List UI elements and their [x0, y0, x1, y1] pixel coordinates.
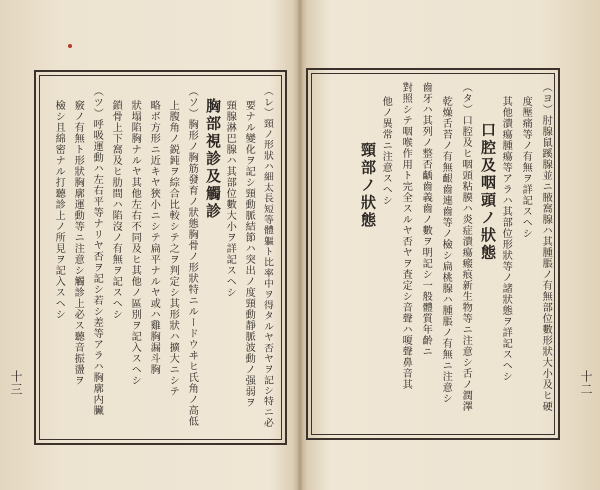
right-page-number: 十二 — [579, 370, 593, 396]
text-column: 竅ノ有無ト形狀胸廓運動等ニ注意シ觸診上必ス聽音振盪ヲ — [72, 100, 84, 386]
text-column: 對照シテ咽喉作用ト完全スルヤ否ヤヲ査定シ音聲ハ嗄聲鼻音其 — [400, 82, 412, 390]
text-column: 齒牙ハ其列ノ整否齲齒義齒ノ數ヲ明記シ一般體質年齡ニ — [420, 82, 432, 357]
text-column: 檢シ且綿密ナル打聽診上ノ所見ヲ記入スヘシ — [53, 100, 65, 320]
book-spine — [293, 0, 307, 490]
red-mark — [68, 44, 72, 48]
text-column: 要ナル變化ヲ記シ頸動脈結節ハ突出ノ度頸動靜脈波動ノ强弱ヲ — [243, 100, 255, 408]
section-heading: 口腔及咽頭ノ狀態 — [479, 122, 497, 262]
text-column: （レ）頸ノ形狀ハ細太長短等體軀ト比率中ヲ得タルヤ否ヤヲ記シ特ニ必 — [261, 86, 273, 429]
text-column: 鎖骨上下窩及ヒ肋間ハ陷沒ノ有無ヲ記スヘシ — [110, 100, 122, 320]
text-column: （ヨ）肘腺鼠蹊腺並ニ腋窩腺ハ其腫脹ノ有無部位數形狀大小及ヒ硬 — [540, 82, 552, 412]
text-column: 狀塌陷胸ナルヤ其他左右不同及ヒ其他ノ區別ヲ記入スヘシ — [129, 100, 141, 386]
text-column: （タ）口腔及ヒ咽頭粘膜ハ炎症潰瘍瘢痕新生物等ニ注意シ舌ノ潤澤 — [460, 82, 472, 412]
text-column: 其他潰瘍腫瘍等アラハ其部位形狀等ノ諸狀態ヲ詳記スヘシ — [500, 96, 512, 382]
text-column: 度壓痛等ノ有無ヲ詳記スヘシ — [520, 96, 532, 239]
section-heading: 頸部ノ狀態 — [359, 142, 377, 230]
left-page-number: 十三 — [9, 370, 23, 396]
text-column: 他ノ異常ニ注意スヘシ — [380, 96, 392, 206]
text-column: 略ボ方形ニ近キヤ狹小ニシテ扁平ナルヤ或ハ雞胸漏斗胸 — [148, 100, 160, 375]
text-column: （ソ）胸形ノ胸筋發育ノ狀態胸骨ノ形狀特ニルードウヰヒ氏角ノ高低 — [186, 86, 198, 427]
section-heading: 胸部視診及觸診 — [204, 98, 222, 221]
text-column: 頸腺淋巴腺ハ其部位數大小ヲ詳記スヘシ — [224, 100, 236, 298]
text-column: （ツ）呼吸運動ハ左右平等ナリヤ否ヲ記シ若シ差等アラハ胸廓内臟 — [91, 86, 103, 416]
text-column: 上腹角ノ鋭鈍ヲ綜合比較シテ之ヲ判定シ其形狀ハ擴大ニシテ — [167, 100, 179, 397]
text-column: 乾燥舌苔ノ有無齦齒連齒等ノ檢シ扁桃腺ハ腫脹ノ有無ニ注意シ — [440, 96, 452, 404]
